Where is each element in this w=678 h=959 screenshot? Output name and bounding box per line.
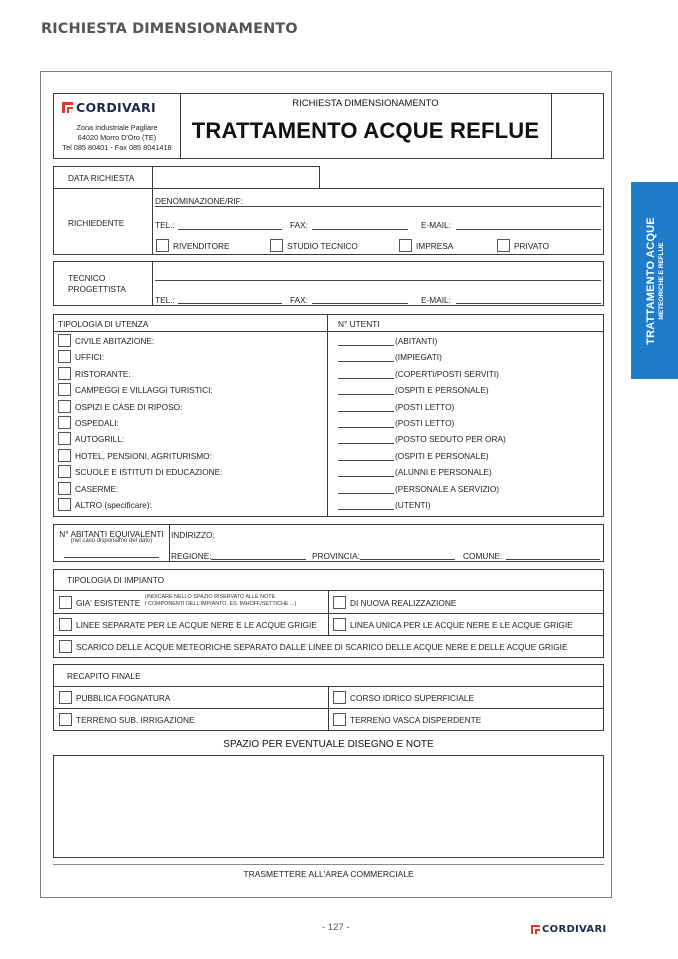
requester-fax-input[interactable] xyxy=(312,229,408,230)
usage-type-label: CASERME: xyxy=(75,483,119,494)
type-label-rivenditore: RIVENDITORE xyxy=(173,241,230,251)
designer-fax-label: FAX: xyxy=(290,295,308,305)
existing-label: GIA' ESISTENTE xyxy=(76,598,141,608)
usage-checkbox[interactable] xyxy=(58,432,71,445)
usage-count-input[interactable] xyxy=(338,509,394,510)
request-date-input[interactable] xyxy=(153,167,319,188)
requester-email-label: E-MAIL: xyxy=(421,220,451,230)
form-sheet xyxy=(40,71,612,898)
notes-area[interactable] xyxy=(53,755,604,858)
address-line-1: Zona Industriale Pagliare xyxy=(76,123,158,132)
province-label: PROVINCIA: xyxy=(312,551,360,561)
address-input[interactable] xyxy=(214,527,599,539)
cordivari-logo-icon xyxy=(62,102,73,113)
usage-users-header: N° UTENTI xyxy=(338,319,380,329)
form-header xyxy=(53,93,604,159)
form-title: TRATTAMENTO ACQUE REFLUE xyxy=(191,118,540,143)
checkbox-dispersing-tank[interactable] xyxy=(333,713,346,726)
usage-type-label: AUTOGRILL: xyxy=(75,434,125,445)
sub-irrigation-label: TERRENO SUB. IRRIGAZIONE xyxy=(76,715,195,725)
usage-count-input[interactable] xyxy=(338,476,394,477)
checkbox-sub-irrigation[interactable] xyxy=(59,713,72,726)
checkbox-existing[interactable] xyxy=(59,596,72,609)
checkbox-rivenditore[interactable] xyxy=(156,239,169,252)
usage-checkbox[interactable] xyxy=(58,482,71,495)
single-line-label: LINEA UNICA PER LE ACQUE NERE E LE ACQUE GRIGIE xyxy=(350,620,573,630)
requester-box xyxy=(53,188,604,255)
usage-unit-label: (OSPITI E PERSONALE) xyxy=(395,385,489,396)
designer-tel-input[interactable] xyxy=(178,303,282,304)
checkbox-storm-separate[interactable] xyxy=(59,640,72,653)
usage-type-label: SCUOLE E ISTITUTI DI EDUCAZIONE: xyxy=(75,467,223,478)
usage-count-input[interactable] xyxy=(338,361,394,362)
city-label: COMUNE: xyxy=(463,551,503,561)
brand-name: CORDIVARI xyxy=(76,100,156,115)
request-date-box xyxy=(53,166,320,189)
requester-name-label: DENOMINAZIONE/RIF: xyxy=(155,196,244,206)
usage-count-input[interactable] xyxy=(338,427,394,428)
equivalent-note: (nel caso disponiamo del dato) xyxy=(70,538,153,544)
address-line-3: Tel 085 80401 - Fax 085 8041418 xyxy=(62,143,172,152)
type-label-privato: PRIVATO xyxy=(514,241,550,251)
usage-checkbox[interactable] xyxy=(58,449,71,462)
storm-separate-label: SCARICO DELLE ACQUE METEORICHE SEPARATO DALLE LINEE DI SCARICO DELLE ACQUE NERE E DELLE ACQUE GRIGIE xyxy=(76,642,568,652)
equivalent-inhabitants-box xyxy=(53,524,604,562)
usage-checkbox[interactable] xyxy=(58,400,71,413)
usage-checkbox[interactable] xyxy=(58,498,71,511)
region-label: REGIONE: xyxy=(171,551,212,561)
designer-tel-label: TEL.: xyxy=(155,295,175,305)
type-label-impresa: IMPRESA xyxy=(416,241,454,251)
usage-unit-label: (ALUNNI E PERSONALE) xyxy=(395,467,492,478)
usage-table xyxy=(53,314,604,517)
footer-divider xyxy=(53,864,604,865)
usage-type-label: HOTEL, PENSIONI, AGRITURISMO: xyxy=(75,450,212,461)
requester-name-input[interactable] xyxy=(155,206,601,207)
designer-label-line-1: TECNICO xyxy=(68,273,106,283)
notes-header: SPAZIO PER EVENTUALE DISEGNO E NOTE xyxy=(223,739,434,750)
usage-count-input[interactable] xyxy=(338,460,394,461)
page-number: - 127 - xyxy=(322,922,350,933)
usage-unit-label: (ABITANTI) xyxy=(395,336,438,346)
usage-checkbox[interactable] xyxy=(58,465,71,478)
usage-type-header: TIPOLOGIA DI UTENZA xyxy=(58,319,149,329)
usage-checkbox[interactable] xyxy=(58,383,71,396)
usage-count-input[interactable] xyxy=(338,493,394,494)
usage-unit-label: (POSTI LETTO) xyxy=(395,418,455,428)
type-label-studio-tecnico: STUDIO TECNICO xyxy=(287,241,358,251)
final-delivery-header: RECAPITO FINALE xyxy=(67,671,141,681)
side-tab-title: TRATTAMENTO ACQUE xyxy=(644,216,657,345)
designer-fax-input[interactable] xyxy=(312,303,408,304)
requester-tel-label: TEL.: xyxy=(155,220,175,230)
usage-checkbox[interactable] xyxy=(58,416,71,429)
designer-label-line-2: PROGETTISTA xyxy=(68,284,126,294)
checkbox-public-sewer[interactable] xyxy=(59,691,72,704)
usage-count-input[interactable] xyxy=(338,411,394,412)
usage-count-input[interactable] xyxy=(338,345,394,346)
checkbox-studio-tecnico[interactable] xyxy=(270,239,283,252)
usage-type-label: OSPIZI E CASE DI RIPOSO: xyxy=(75,401,183,412)
designer-email-input[interactable] xyxy=(456,303,601,304)
footer-logo xyxy=(531,924,606,935)
form-subtitle: RICHIESTA DIMENSIONAMENTO xyxy=(292,98,439,109)
page-heading: RICHIESTA DIMENSIONAMENTO xyxy=(41,21,298,37)
transmit-note: TRASMETTERE ALL'AREA COMMERCIALE xyxy=(243,869,414,879)
surface-water-label: CORSO IDRICO SUPERFICIALE xyxy=(350,693,475,703)
checkbox-privato[interactable] xyxy=(497,239,510,252)
designer-box xyxy=(53,261,604,306)
final-delivery-table xyxy=(53,664,604,731)
cordivari-logo xyxy=(62,100,156,115)
usage-count-input[interactable] xyxy=(338,394,394,395)
usage-type-label: RISTORANTE: xyxy=(75,368,131,379)
region-input[interactable] xyxy=(211,559,306,560)
existing-note-1: (INDICARE NELLO SPAZIO RISERVATO ALLE NOTE xyxy=(145,594,276,600)
header-blank-cell xyxy=(552,94,604,158)
checkbox-new-build[interactable] xyxy=(333,596,346,609)
usage-unit-label: (PERSONALE A SERVIZIO) xyxy=(395,483,500,494)
checkbox-separate-lines[interactable] xyxy=(59,618,72,631)
usage-unit-label: (COPERTI/POSTI SERVITI) xyxy=(395,368,499,379)
separate-lines-label: LINEE SEPARATE PER LE ACQUE NERE E LE ACQUE GRIGIE xyxy=(76,620,317,630)
usage-unit-label: (POSTO SEDUTO PER ORA) xyxy=(395,434,506,445)
checkbox-single-line[interactable] xyxy=(333,618,346,631)
usage-unit-label: (POSTI LETTO) xyxy=(395,401,455,412)
requester-tel-input[interactable] xyxy=(178,229,282,230)
requester-label: RICHIEDENTE xyxy=(68,218,125,228)
usage-type-label: ALTRO (specificare): xyxy=(75,500,152,510)
usage-unit-label: (UTENTI) xyxy=(395,500,431,510)
city-input[interactable] xyxy=(506,559,600,560)
requester-email-input[interactable] xyxy=(456,229,601,230)
cordivari-footer-logo-icon xyxy=(531,925,540,934)
existing-note-2: I COMPONENTI DELL'IMPIANTO, ES. IMHOFF/SETTICHE ...) xyxy=(145,601,297,607)
usage-count-input[interactable] xyxy=(338,378,394,379)
section-side-tab xyxy=(631,182,678,379)
usage-type-label: UFFICI: xyxy=(75,352,105,363)
footer-brand-name: CORDIVARI xyxy=(542,924,607,935)
usage-type-label: CAMPEGGI E VILLAGGI TURISTICI: xyxy=(75,385,213,396)
request-date-label: DATA RICHIESTA xyxy=(68,173,135,183)
public-sewer-label: PUBBLICA FOGNATURA xyxy=(76,693,171,703)
new-build-label: DI NUOVA REALIZZAZIONE xyxy=(350,598,457,608)
checkbox-impresa[interactable] xyxy=(399,239,412,252)
usage-checkbox[interactable] xyxy=(58,367,71,380)
usage-type-label: CIVILE ABITAZIONE: xyxy=(75,336,155,346)
dispersing-tank-label: TERRENO VASCA DISPERDENTE xyxy=(350,715,482,725)
address-label: INDIRIZZO: xyxy=(171,530,215,540)
address-line-2: 64020 Morro D'Oro (TE) xyxy=(77,133,157,142)
designer-email-label: E-MAIL: xyxy=(421,295,451,305)
usage-count-input[interactable] xyxy=(338,443,394,444)
designer-name-input[interactable] xyxy=(155,280,601,281)
usage-unit-label: (IMPIEGATI) xyxy=(395,352,442,363)
usage-type-label: OSPEDALI: xyxy=(75,418,119,428)
usage-unit-label: (OSPITI E PERSONALE) xyxy=(395,450,489,461)
province-input[interactable] xyxy=(360,559,455,560)
checkbox-surface-water[interactable] xyxy=(333,691,346,704)
plant-type-header: TIPOLOGIA DI IMPIANTO xyxy=(67,575,165,585)
usage-checkbox[interactable] xyxy=(58,334,71,347)
usage-checkbox[interactable] xyxy=(58,350,71,363)
plant-type-table xyxy=(53,569,604,658)
requester-fax-label: FAX: xyxy=(290,220,308,230)
equivalent-inhabitants-input[interactable] xyxy=(64,557,159,558)
equivalent-label: N° ABITANTI EQUIVALENTI xyxy=(59,529,164,539)
side-tab-subtitle: METEORICHE E REFLUE xyxy=(657,241,665,320)
